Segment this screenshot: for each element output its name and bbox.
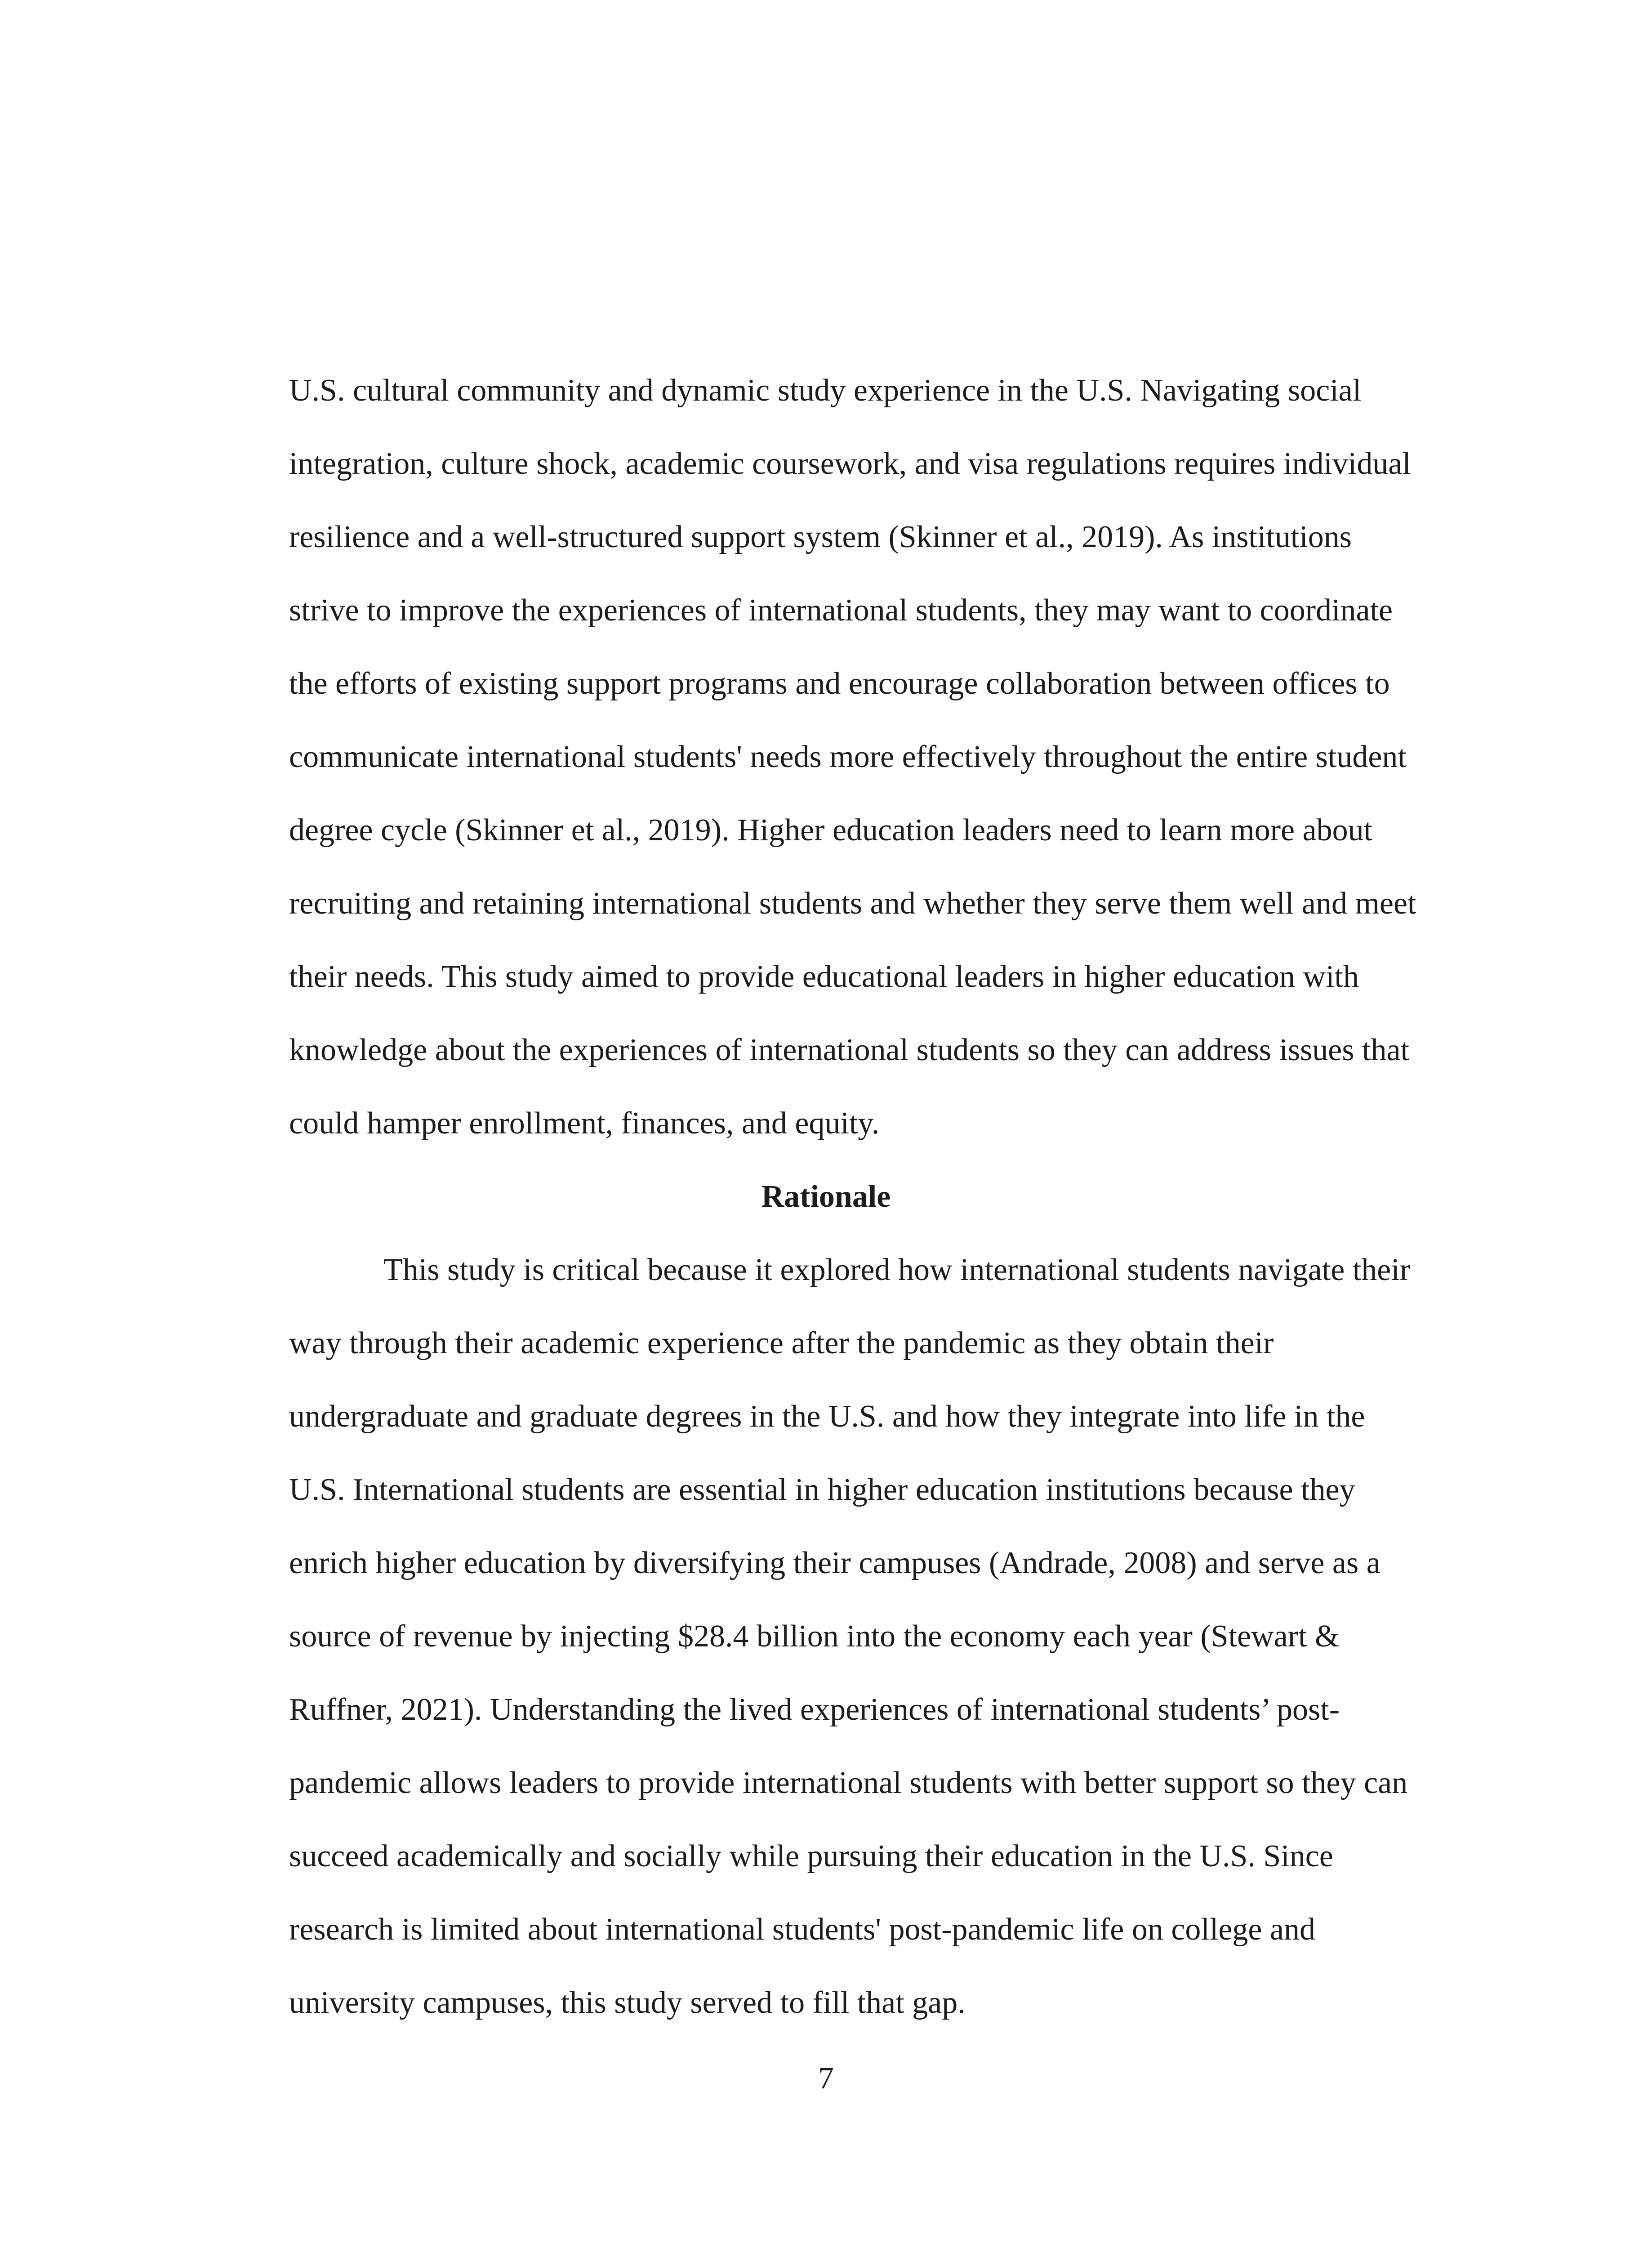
text-line: Ruffner, 2021). Understanding the lived experiences of international students’ post- [289,1692,1340,1727]
text-line: recruiting and retaining international students and whether they serve them well and meet [289,886,1416,921]
text-line: the efforts of existing support programs and encourage collaboration between offices to [289,666,1390,701]
text-line: way through their academic experience after the pandemic as they obtain their [289,1326,1274,1360]
text-line: resilience and a well-structured support system (Skinner et al., 2019). As institutions [289,520,1352,554]
text-line: knowledge about the experiences of international students so they can address issues that [289,1033,1410,1067]
text-line: succeed academically and socially while pursuing their education in the U.S. Since [289,1839,1333,1873]
text-line: enrich higher education by diversifying their campuses (Andrade, 2008) and serve as a [289,1546,1380,1580]
text-line: integration, culture shock, academic coursework, and visa regulations requires individual [289,446,1411,481]
text-line: university campuses, this study served to fill that gap. [289,1985,966,2020]
text-line: U.S. cultural community and dynamic study experience in the U.S. Navigating social [289,373,1362,408]
section-heading: Rationale [761,1179,891,1214]
text-line: U.S. International students are essential in higher education institutions because they [289,1472,1355,1507]
text-line: communicate international students' needs more effectively throughout the entire student [289,740,1407,774]
text-line: could hamper enrollment, finances, and equity. [289,1106,880,1141]
page-number: 7 [818,2061,834,2096]
text-line: This study is critical because it explored how international students navigate their [383,1253,1411,1287]
text-line: strive to improve the experiences of international students, they may want to coordinate [289,593,1393,628]
text-line: source of revenue by injecting $28.4 billion into the economy each year (Stewart & [289,1619,1340,1654]
text-line: research is limited about international students' post-pandemic life on college and [289,1912,1316,1947]
text-line: degree cycle (Skinner et al., 2019). Higher education leaders need to learn more about [289,813,1373,847]
text-line: undergraduate and graduate degrees in the U.S. and how they integrate into life in the [289,1399,1365,1434]
text-line: their needs. This study aimed to provide educational leaders in higher education with [289,959,1359,994]
text-line: pandemic allows leaders to provide international students with better support so they can [289,1766,1408,1800]
